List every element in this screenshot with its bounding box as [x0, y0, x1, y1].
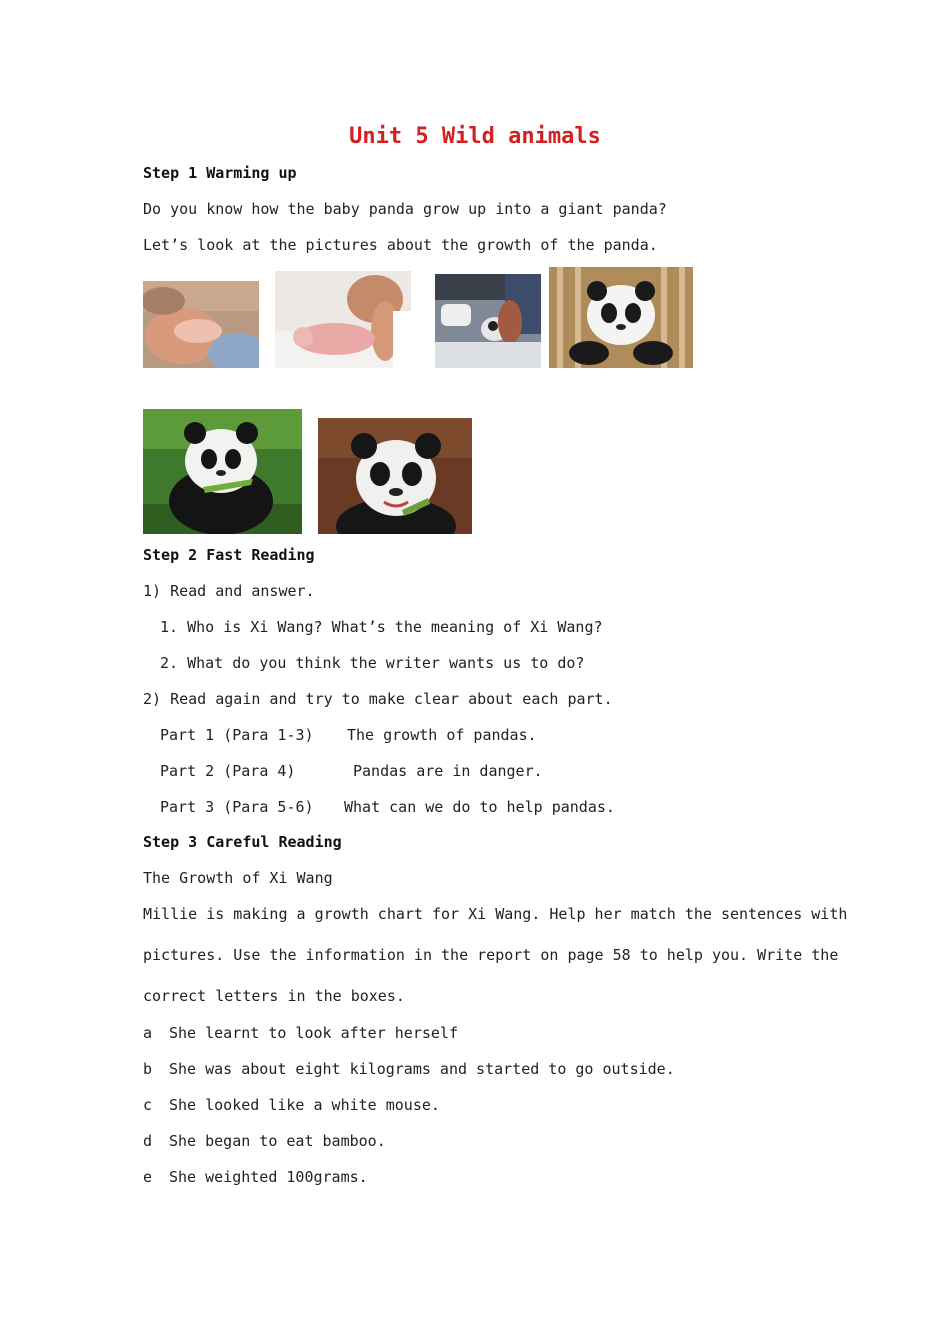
question-1: 1) Read and answer. — [143, 582, 315, 600]
item-letter: b — [143, 1060, 153, 1078]
part-label: Part 3 (Para 5-6) — [160, 798, 314, 816]
part-description: What can we do to help pandas. — [344, 798, 615, 816]
question-1a: 1. Who is Xi Wang? What’s the meaning of Xi Wang? — [160, 618, 603, 636]
item-text: She was about eight kilograms and started to go outside. — [169, 1060, 675, 1078]
newborn-panda-hand-photo — [143, 281, 259, 368]
item-letter: a — [143, 1024, 153, 1042]
instruction-line: Millie is making a growth chart for Xi Wang. Help her match the sentences with — [143, 905, 848, 923]
instruction-line: correct letters in the boxes. — [143, 987, 405, 1005]
part-label: Part 2 (Para 4) — [160, 762, 296, 780]
part-description: Pandas are in danger. — [353, 762, 543, 780]
item-text: She began to eat bamboo. — [169, 1132, 386, 1150]
page-title: Unit 5 Wild animals — [349, 124, 601, 149]
adult-panda-portrait-photo — [318, 418, 472, 534]
question-2: 2) Read again and try to make clear about each part. — [143, 690, 613, 708]
instruction-line: pictures. Use the information in the report on page 58 to help you. Write the — [143, 946, 839, 964]
item-text: She weighted 100grams. — [169, 1168, 368, 1186]
step3-heading: Step 3 Careful Reading — [143, 833, 342, 851]
panda-eating-bamboo-photo — [143, 409, 302, 534]
item-text: She looked like a white mouse. — [169, 1096, 440, 1114]
pink-baby-panda-photo — [275, 271, 411, 368]
item-text: She learnt to look after herself — [169, 1024, 458, 1042]
step3-subtitle: The Growth of Xi Wang — [143, 869, 333, 887]
item-letter: e — [143, 1168, 153, 1186]
question-1b: 2. What do you think the writer wants us to do? — [160, 654, 585, 672]
step1-heading: Step 1 Warming up — [143, 164, 297, 182]
step1-instruction: Let’s look at the pictures about the growth of the panda. — [143, 236, 658, 254]
item-letter: d — [143, 1132, 153, 1150]
step2-heading: Step 2 Fast Reading — [143, 546, 315, 564]
panda-cub-crawling-photo — [549, 267, 693, 368]
step1-question: Do you know how the baby panda grow up into a giant panda? — [143, 200, 667, 218]
item-letter: c — [143, 1096, 153, 1114]
bottle-feeding-panda-photo — [435, 274, 541, 368]
part-label: Part 1 (Para 1-3) — [160, 726, 314, 744]
part-description: The growth of pandas. — [347, 726, 537, 744]
